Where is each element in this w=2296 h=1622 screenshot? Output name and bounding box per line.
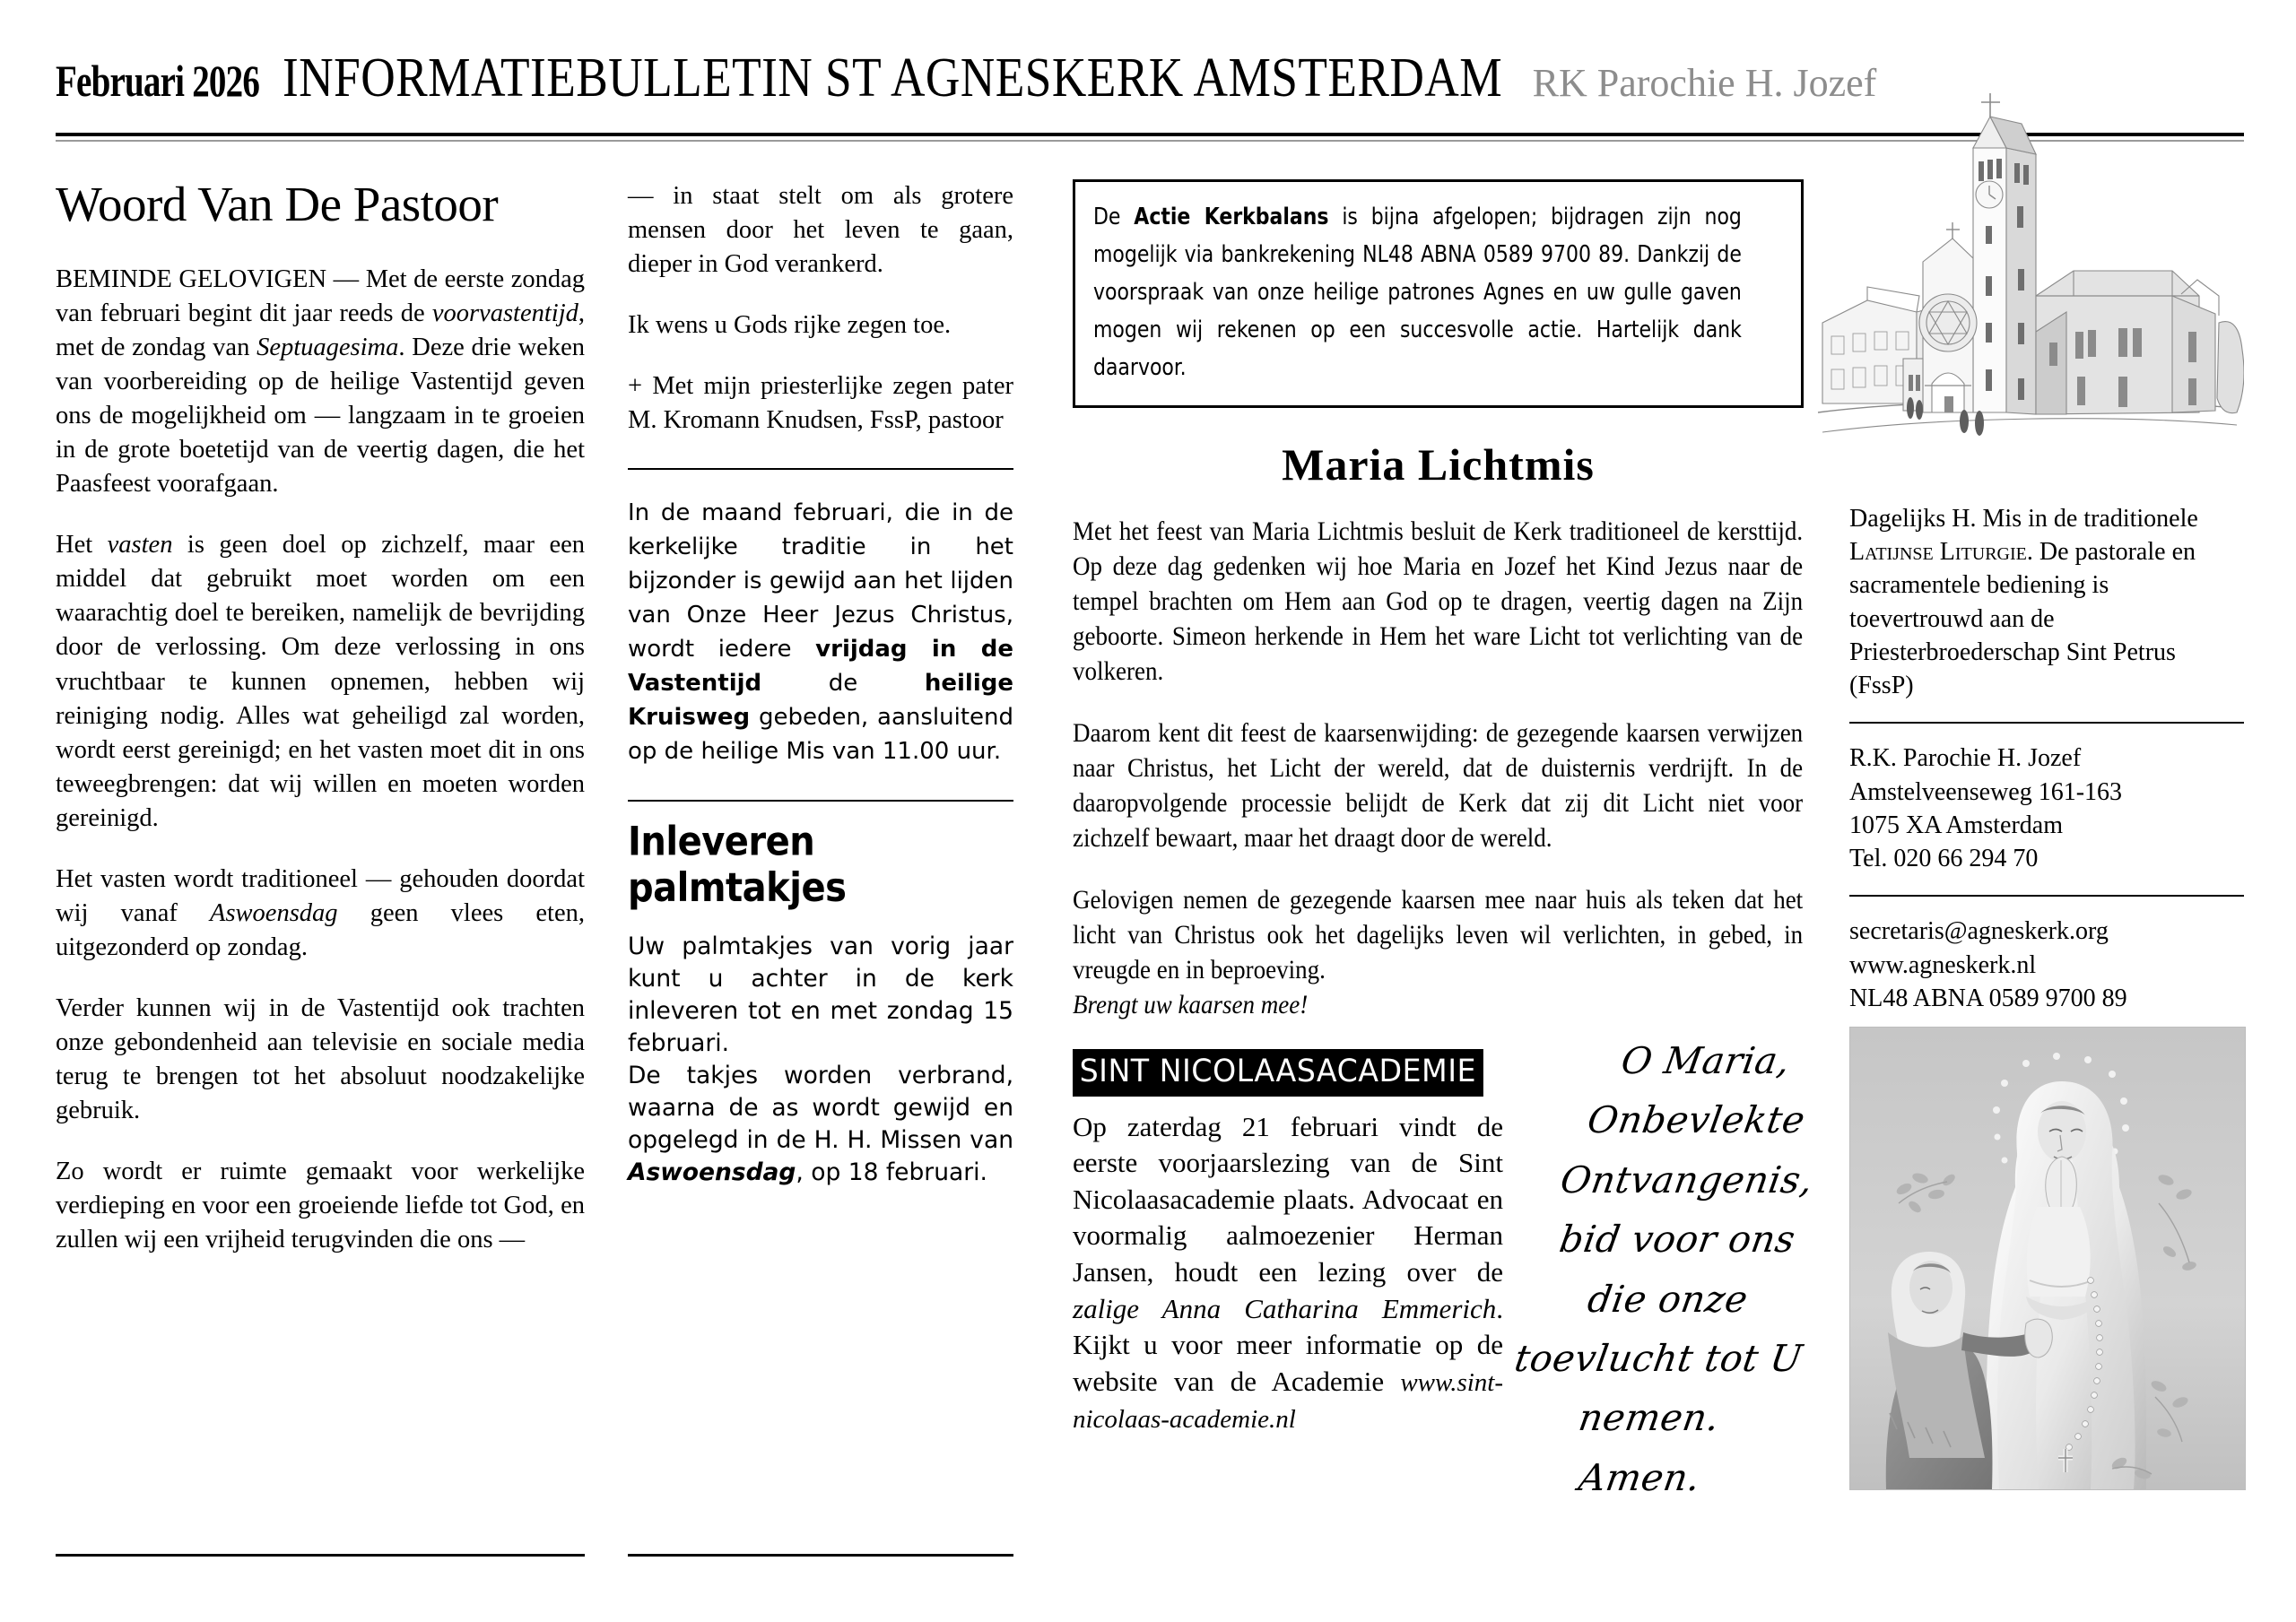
pastor-paragraph-1: BEMINDE GELOVIGEN — Met de eerste zondag van februari begint dit jaar reeds de voorvastentijd, met de zondag van Septuagesima. Deze drie weken van voorbereiding op de heilige Vastentijd geven ons de mogelijkheid om — langzaam in te groeien in de grote boetetijd van de veertig dagen, die het Paasfeest voorafgaan. (56, 265, 585, 499)
pastor-continued-paragraph-2: Ik wens u Gods rijke zegen toe. (628, 311, 952, 340)
contact-iban: NL48 ABNA 0589 9700 89 (1849, 984, 2127, 1012)
column2-bottom-rule (628, 1554, 1013, 1557)
divider-above-palmtakjes (628, 800, 1013, 802)
masthead-title: INFORMATIEBULLETIN ST AGNESKERK AMSTERDAM (283, 48, 1503, 108)
parish-contact (1849, 915, 2244, 1015)
prayer-line: Amen. (1576, 1455, 1704, 1499)
palmtakjes-heading: Inleveren palmtakjes (628, 818, 847, 911)
pastor-paragraph-4: Verder kunnen wij in de Vastentijd ook trachten onze gebondenheid aan televisie en sociale media terug te brengen tot het absoluut noodzakelijke gebruik. (56, 993, 585, 1125)
masthead-date: Februari 2026 (56, 56, 260, 106)
masthead (56, 47, 1984, 110)
address-line: 1075 XA Amsterdam (1849, 811, 2063, 839)
pastor-continued-paragraph-1: — in staat stelt om als grotere mensen door het leven te gaan, dieper in God verankerd. (628, 182, 1013, 279)
sidebar-divider-1 (1849, 722, 2244, 724)
prayer-line: Ontvangenis, (1557, 1158, 1816, 1201)
kruisweg-notice: In de maand februari, die in de kerkelijke traditie in het bijzonder is gewijd aan het lijden van Onze Heer Jezus Christus, wordt iedere vrijdag in de Vastentijd de heilige Kruisweg gebeden, aansluitend op de heilige Mis van 11.00 uur. (628, 499, 1013, 765)
pastor-paragraph-2: Het vasten is geen doel op zichzelf, maar een middel dat gebruikt moet worden om een waarachtig doel te bereiken, namelijk de bevrijding door de verlossing. Om deze verlossing in ons vruchtbaar te kunnen opnemen, hebben wij reiniging nodig. Alles wat geheiligd zal worden, wordt eerst gereinigd; en het vasten moet dit in ons teweegbrengen: dat wij willen en moeten worden gereinigd. (56, 531, 586, 832)
kerkbalans-text: De Actie Kerkbalans is bijna afgelopen; bijdragen zijn nog mogelijk via bankrekening NL48 ABNA 0589 9700 89. Dankzij de voorspraak van onze heilige patrones Agnes en uw gulle gaven mogen wij rekenen op een succesvolle actie. Hartelijk dank daarvoor. (1093, 204, 1742, 382)
column-pastor-continued (628, 179, 1013, 1189)
address-line: R.K. Parochie H. Jozef (1849, 744, 2082, 773)
contact-website[interactable]: www.agneskerk.nl (1849, 950, 2037, 979)
lichtmis-paragraph-1: Met het feest van Maria Lichtmis besluit de Kerk traditioneel de kersttijd. Op deze dag gedenken wij hoe Maria en Jozef het Kind Jezus naar de tempel brachten om Hem aan God op te dragen, veertig dagen na Zijn geboorte. Simeon herkende in Hem het ware Licht tot verlichting van de volkeren. (1073, 516, 1804, 686)
kerkbalans-box (1073, 179, 1804, 408)
address-line: Tel. 020 66 294 70 (1849, 845, 2039, 873)
maria-lichtmis-heading: Maria Lichtmis (1282, 438, 1595, 490)
parish-address (1849, 742, 2244, 875)
prayer-line: O Maria, (1618, 1039, 1794, 1082)
madonna-and-kneeling-girl-illustration (1849, 1027, 2246, 1490)
prayer-line: Onbevlekte (1584, 1098, 1808, 1142)
sint-nicolaasacademie-band: SINT NICOLAASACADEMIE (1073, 1049, 1483, 1097)
palmtakjes-paragraph-2: De takjes worden verbrand, waarna de as wordt gewijd en opgelegd in de H. H. Missen van Aswoensdag, op 18 februari. (628, 1062, 1013, 1187)
prayer-line: bid voor ons (1556, 1218, 1799, 1262)
prayer-line: nemen. (1575, 1396, 1723, 1440)
column-parish-info (1849, 502, 2244, 1015)
address-line: Amstelveenseweg 161-163 (1849, 777, 2123, 806)
masthead-subtitle: RK Parochie H. Jozef (1532, 61, 1877, 105)
lichtmis-paragraph-3: Gelovigen nemen de gezegende kaarsen mee naar huis als teken dat het licht van Christus ook het dagelijks leven wil verlichten, in gebed, in vreugde en in beproeving. Brengt uw kaarsen mee! (1073, 884, 1804, 1019)
pastor-heading: Woord Van De Pastoor (56, 177, 499, 231)
divider-above-kruisweg (628, 468, 1013, 470)
column-pastor (56, 179, 585, 1257)
column1-bottom-rule (56, 1554, 585, 1557)
prayer-line: toevlucht tot U (1511, 1337, 1805, 1381)
parish-intro: Dagelijks H. Mis in de traditionele Latijnse Liturgie. De pastorale en sacramentele bediening is toevertrouwd aan de Priesterbroederschap Sint Petrus (FssP) (1849, 505, 2198, 700)
palmtakjes-paragraph-1: Uw palmtakjes van vorig jaar kunt u achter in de kerk inleveren tot en met zondag 15 februari. (628, 932, 1013, 1057)
contact-email[interactable]: secretaris@agneskerk.org (1849, 917, 2109, 946)
pastor-paragraph-3: Het vasten wordt traditioneel — gehouden doordat wij vanaf Aswoensdag geen vlees eten, uitgezonderd op zondag. (56, 864, 585, 961)
pastor-signature: + Met mijn priesterlijke zegen pater M. Kromann Knudsen, FssP, pastoor (628, 372, 1013, 435)
prayer-line: die onze (1585, 1277, 1752, 1321)
lichtmis-paragraph-2: Daarom kent dit feest de kaarsenwijding: de gezegende kaarsen verwijzen naar Christus, het Licht der wereld, dat de duisternis verdrijft. In de daaropvolgende processie belijdt de Kerk dat zij dit Licht niet voor zichzelf bewaart, maar het draagt door de wereld. (1073, 717, 1804, 853)
sidebar-divider-2 (1849, 895, 2244, 897)
academie-text: Op zaterdag 21 februari vindt de eerste voorjaarslezing van de Sint Nicolaasacademie plaats. Advocaat en voormalig aalmoezenier Herman Jansen, houdt een lezing over de zalige Anna Catharina Emmerich. Kijkt u voor meer informatie op de website van de Academie www.sint-nicolaas-academie.nl (1073, 1110, 1503, 1434)
pastor-paragraph-5: Zo wordt er ruimte gemaakt voor werkelijke verdieping en voor een groeiende liefde tot God, en zullen wij een vrijheid terugvinden die ons — (56, 1158, 585, 1254)
church-sketch-illustration (1813, 27, 2244, 475)
